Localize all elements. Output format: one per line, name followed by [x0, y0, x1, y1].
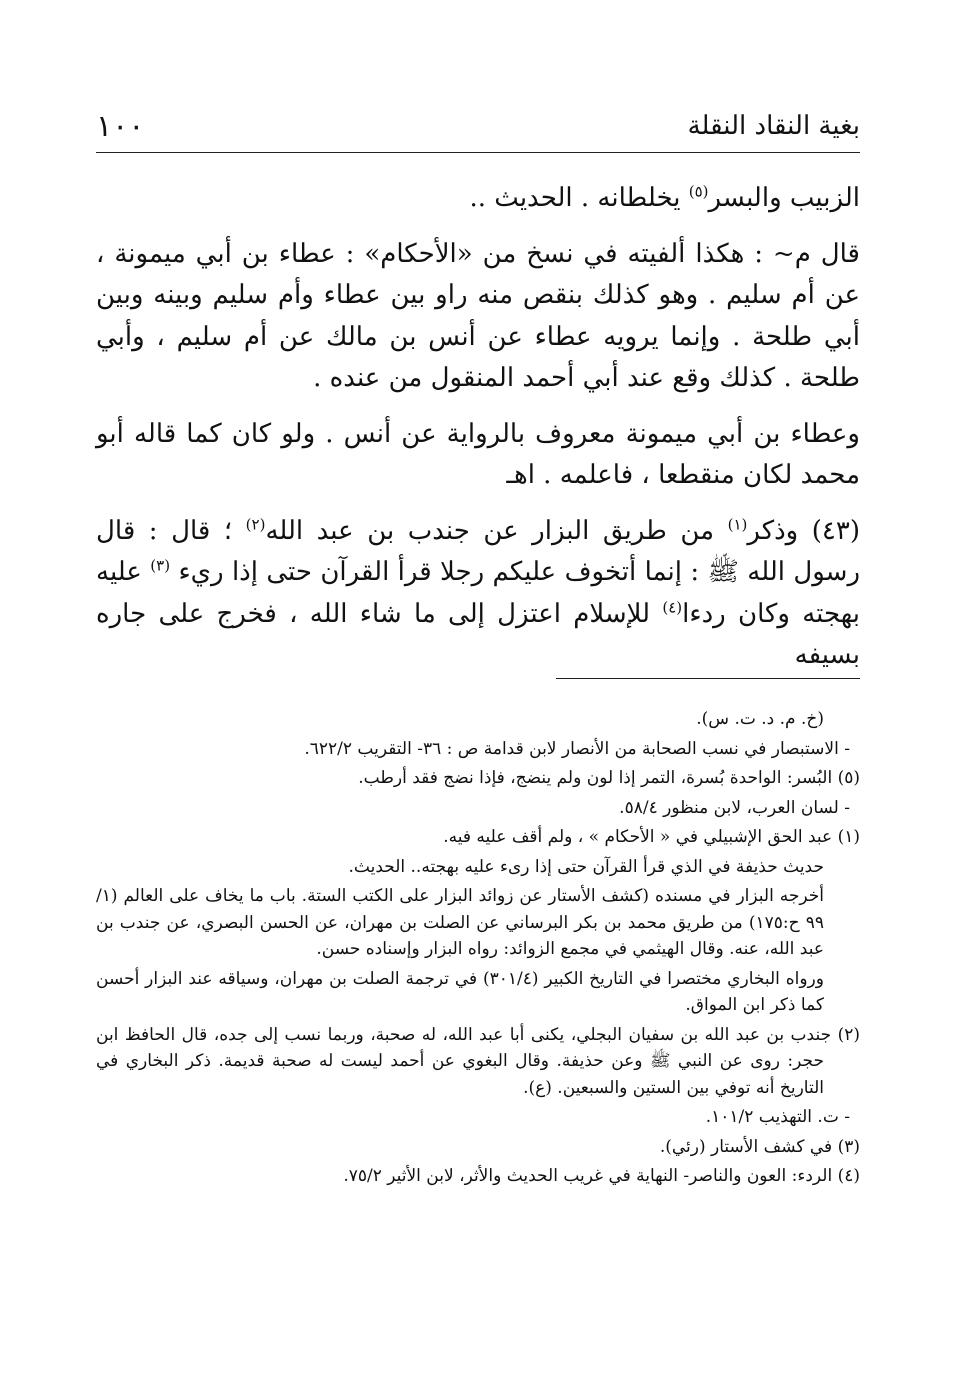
footnote-line: حديث حذيفة في الذي قرأ القرآن حتى إذا رىء عليه بهجته.. الحديث. [348, 856, 824, 877]
paragraph-4-part-a: (٤٣) وذكر [747, 515, 860, 546]
footnote-4: (٤) الردء: العون والناصر- النهاية في غريب الحديث والأثر، لابن الأثير ٧٥/٢. [343, 1166, 860, 1186]
paragraph-1-start: الزبيب والبسر [708, 183, 860, 213]
footnote-line: (خ. م. د. ت. س). [696, 709, 824, 729]
header-rule [96, 152, 860, 153]
paragraph-4-part-c: ؛ قال : قال رسول الله ﷺ : إنما أتخوف عليكم رجلا قرأ القرآن حتى إذا ريء [96, 515, 861, 587]
paragraph-4-part-b: من طريق البزار عن جندب بن عبد الله [265, 515, 728, 546]
footnote-3: (٣) في كشف الأستار (رئي). [659, 1136, 860, 1157]
footnote-ref-3: (٣) [150, 556, 171, 575]
footnote-ref-5: (٥) [688, 182, 709, 201]
book-title: بغية النقاد النقلة [687, 111, 860, 141]
running-header [96, 104, 860, 148]
paragraph-4 [96, 511, 860, 677]
paragraph-1 [96, 178, 860, 220]
paragraph-3: وعطاء بن أبي ميمونة معروف بالرواية عن أنس . ولو كان كما قاله أبو محمد لكان منقطعا ، فاعلمه . اهـ [96, 418, 860, 490]
paragraph-4-part-d: عليه بهجته وكان ردءا [96, 557, 860, 629]
footnote-line: - ت. التهذيب ١٠١/٢. [705, 1107, 850, 1127]
footnote-ref-4: (٤) [662, 597, 683, 616]
paragraph-4-part-e: للإسلام اعتزل إلى ما شاء الله ، فخرج على جاره بسيفه [96, 598, 860, 670]
footnote-line: - الاستبصار في نسب الصحابة من الأنصار لابن قدامة ص : ٣٦- التقريب ٦٢٢/٢. [304, 738, 850, 759]
main-text [96, 178, 860, 691]
footnote-5: (٥) البُسر: الواحدة بُسرة، التمر إذا لون ولم ينضج، فإذا نضج فقد أرطب. [358, 768, 860, 788]
footnote-line: - لسان العرب، لابن منظور ٥٨/٤. [619, 797, 850, 818]
paragraph-2: قال م~ : هكذا ألفيته في نسخ من «الأحكام» : عطاء بن أبي ميمونة ، عن أم سليم . وهو كذلك بنقص منه راو بين عطاء وأم سليم وبينه وبين أبي طلحة . وإنما يرويه عطاء عن أنس بن مالك عن أم سليم ، وأبي طلحة . كذلك وقع عند أبي أحمد المنقول من عنده . [96, 238, 860, 393]
footnote-1: (١) عبد الحق الإشبيلي في « الأحكام » ، ولم أقف عليه فيه. [443, 827, 860, 847]
footnotes [96, 706, 860, 1193]
footnote-ref-1: (١) [727, 514, 748, 533]
paragraph-1-rest: يخلطانه . الحديث .. [469, 183, 689, 213]
footnote-line: ورواه البخاري مختصرا في التاريخ الكبير (٣٠١/٤) في ترجمة الصلت بن مهران، وسياقه عند البزار أحسن كما ذكر ابن المواق. [96, 968, 824, 1015]
footnote-2: (٢) جندب بن عبد الله بن سفيان البجلي، يكنى أبا عبد الله، له صحبة، وربما نسب إلى جده، قال الحافظ ابن حجر: روى عن النبي ﷺ وعن حذيفة. وقال البغوي عن أحمد ليست له صحبة قديمة. ذكر البخاري في التاريخ أنه توفي بين الستين والسبعين. (ع). [96, 1024, 860, 1098]
page-number: ١٠٠ [96, 108, 145, 144]
footnote-line: أخرجه البزار في مسنده (كشف الأستار عن زوائد البزار على الكتب الستة. باب ما يخاف على العالم (١/ ٩٩ ح:١٧٥) من طريق محمد بن بكر البرساني عن الصلت بن مهران، عن الحسن البصري، عن جندب بن عبد الله، عنه. وقال الهيثمي في مجمع الزوائد: رواه البزار وإسناده حسن. [96, 886, 824, 959]
footnote-ref-2: (٢) [245, 514, 266, 533]
footnote-separator [556, 678, 860, 679]
